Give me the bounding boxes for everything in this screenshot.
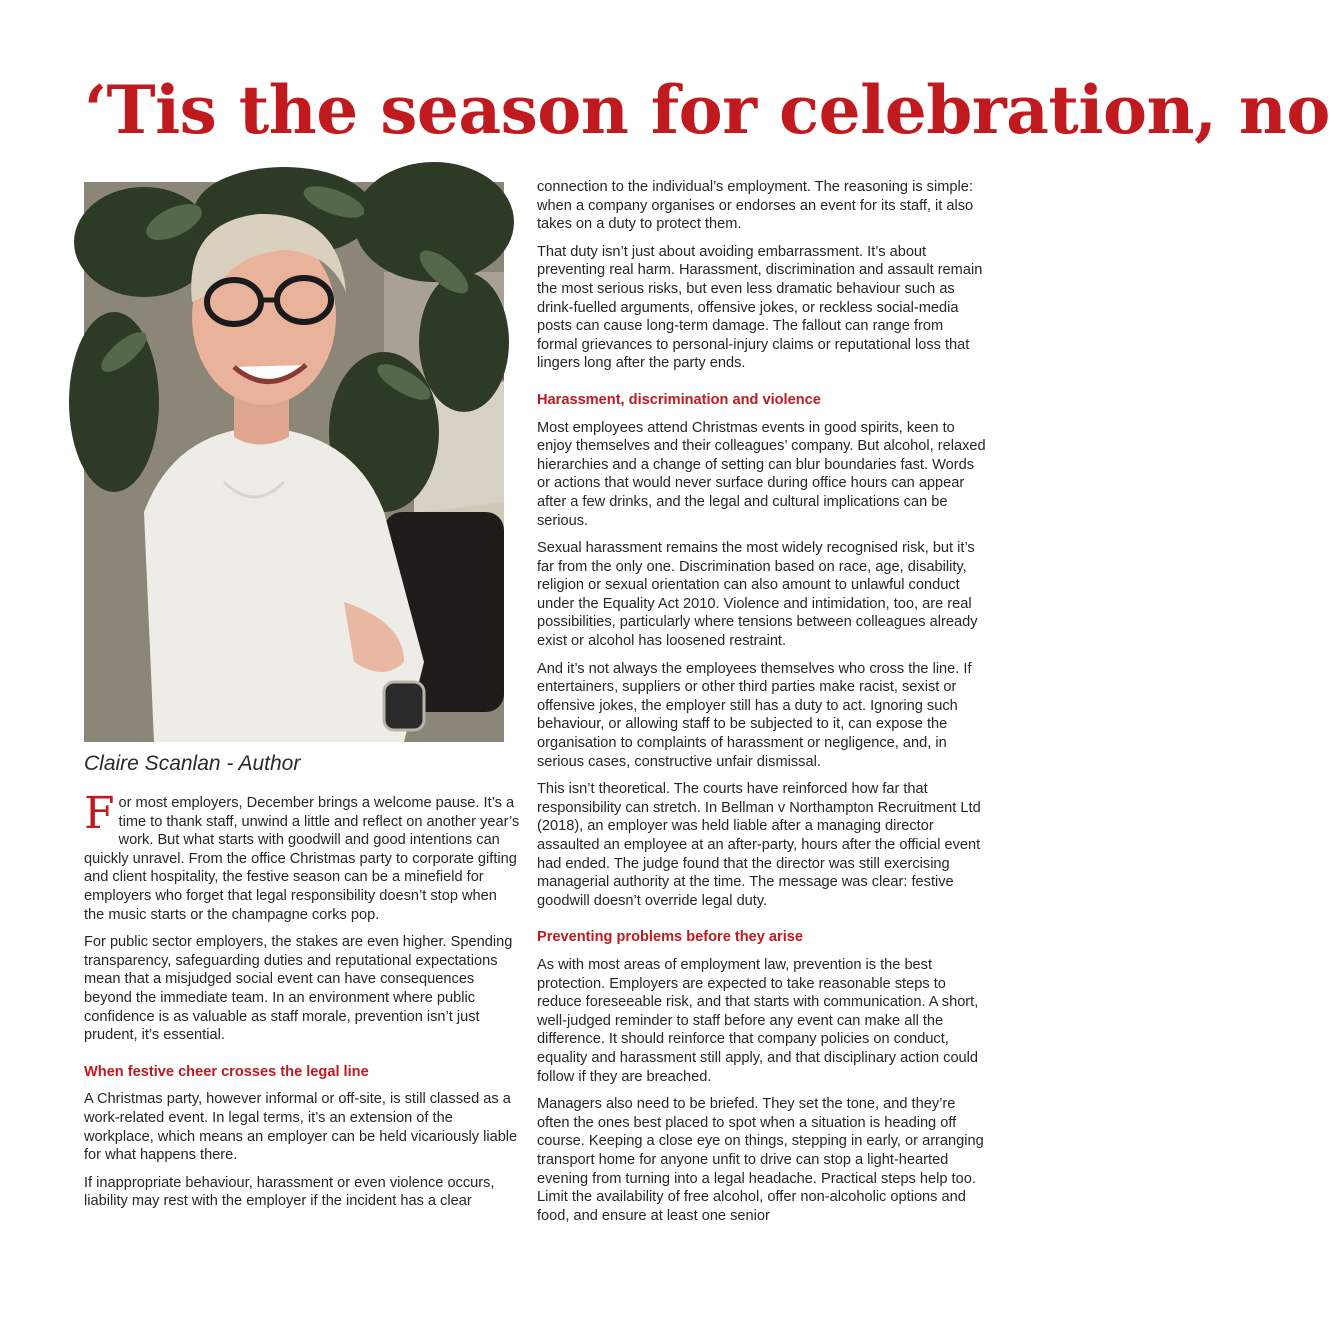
paragraph: connection to the individual’s employment. The reasoning is simple: when a company organises or endorses an event for its staff, it also takes on a duty to protect them. (537, 179, 974, 233)
section-heading: Harassment, discrimination and violence (537, 391, 821, 408)
left-column (84, 788, 520, 1220)
paragraph: And it’s not always the employees themselves who cross the line. If entertainers, suppliers or other third parties make racist, sexist or offensive jokes, the employer still has a duty to act. Ignoring such behaviour, or allowing staff to be subjected to it, can expose the organisation to complaints of harassment or negligence, and, in serious cases, constructive unfair dismissal. (537, 660, 972, 770)
paragraph: This isn’t theoretical. The courts have reinforced how far that responsibility can stretch. In Bellman v Northampton Recruitment Ltd (2018), an employer was held liable after a managing director assaulted an employee at an after-party, hours after the official event had ended. The judge found that the director was still exercising managerial authority at the time. The message was clear: festive goodwill doesn’t override legal duty. (537, 781, 981, 909)
author-photo (84, 182, 504, 742)
section-heading: Preventing problems before they arise (537, 929, 804, 946)
right-column (537, 178, 987, 1234)
photo-caption: Claire Scanlan - Author (84, 752, 301, 775)
paragraph: A Christmas party, however informal or off-site, is still classed as a work-related event. In legal terms, it’s an extension of the workplace, which means an employer can be held vicariously liable for what happens there. (84, 1091, 518, 1164)
paragraph: If inappropriate behaviour, harassment or even violence occurs, liability may rest with the employer if the incident has a clear (84, 1174, 495, 1210)
paragraph: Sexual harassment remains the most widely recognised risk, but it’s far from the only one. Discrimination based on race, age, disability, religion or sexual orientation can also amount to unlawful conduct under the Equality Act 2010. Violence and intimidation, too, are real possibilities, particularly where tensions between colleagues already exist or alcohol has loosened restraint. (537, 540, 978, 650)
drop-cap: F (84, 788, 115, 839)
section-heading: When festive cheer crosses the legal line (84, 1063, 369, 1080)
paragraph: Most employees attend Christmas events in good spirits, keen to enjoy themselves and their colleagues’ company. But alcohol, relaxed hierarchies and a change of setting can blur boundaries fast. Words or actions that would never surface during office hours can appear after a few drinks, and the legal and cultural implications can be serious. (537, 419, 986, 529)
article-title: ‘Tis the season for celebration, no (84, 71, 1330, 149)
paragraph: Managers also need to be briefed. They set the tone, and they’re often the ones best placed to spot when a situation is heading off course. Keeping a close eye on things, stepping in early, or arranging transport home for anyone unfit to drive can stop a light-hearted evening from turning into a legal headache. Practical steps help too. Limit the availability of free alcohol, offer non-alcoholic options and food, and ensure at least one senior (537, 1096, 984, 1224)
paragraph: As with most areas of employment law, prevention is the best protection. Employers are expected to take reasonable steps to reduce foreseeable risk, and that starts with communication. A short, well-judged reminder to staff before any event can make all the difference. It should reinforce that company policies on conduct, equality and harassment still apply, and that disciplinary action could follow if they are breached. (537, 956, 979, 1085)
paragraph: That duty isn’t just about avoiding embarrassment. It’s about preventing real harm. Harassment, discrimination and assault remain the most serious risks, but even less dramatic behaviour such as drink-fuelled arguments, offensive jokes, or reckless social-media posts can cause long-term damage. The fallout can range from formal grievances to personal-injury claims or reputational loss that lingers long after the party ends. (537, 243, 983, 372)
paragraph: For public sector employers, the stakes are even higher. Spending transparency, safeguarding duties and reputational expectations mean that a misjudged social event can have consequences beyond the immediate team. In an environment where public confidence is as valuable as staff morale, prevention isn’t just prudent, it’s essential. (84, 934, 513, 1044)
intro-paragraph (84, 788, 520, 924)
intro-text: or most employers, December brings a welcome pause. It’s a time to thank staff, unwind a little and reflect on another year’s work. But what starts with goodwill and good intentions can quickly unravel. From the office Christmas party to corporate gifting and client hospitality, the festive season can be a minefield for employers who forget that legal responsibility doesn’t stop when the music starts or the champagne corks pop. (84, 795, 520, 923)
